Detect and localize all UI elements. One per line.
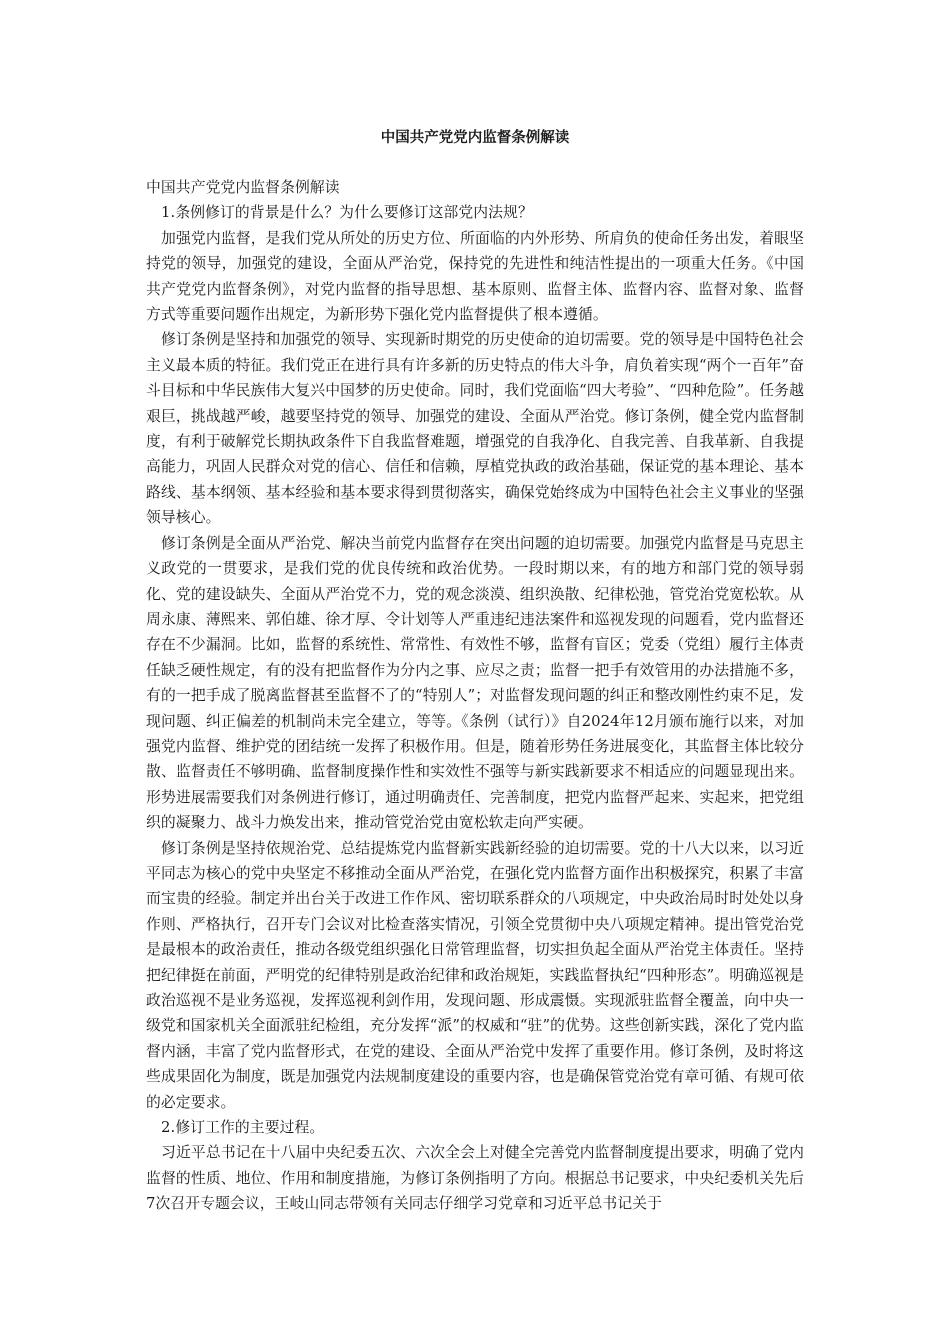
section-heading-1: 1.条例修订的背景是什么？为什么要修订这部党内法规？ [161,204,533,222]
paragraph: 修订条例是坚持依规治党、总结提炼党内监督新实践新经验的迫切需要。党的十八大以来，以习近平同志为核心的党中央坚定不移推动全面从严治党，在强化党内监督方面作出积极探究，积累了丰富而宝贵的经验。制定并出台关于改进工作作风、密切联系群众的八项规定，中央政治局时时处处以身作则、严格执行，召开专门会议对比检查落实情况，引领全党贯彻中央八项规定精神。提出管党治党是最根本的政治责任，推动各级党组织强化日常管理监督，切实担负起全面从严治党主体责任。坚持把纪律挺在前面，严明党的纪律特别是政治纪律和政治规矩，实践监督执纪“四种形态”。明确巡视是政治巡视不是业务巡视，发挥巡视利剑作用，发现问题、形成震慑。实现派驻监督全覆盖，向中央一级党和国家机关全面派驻纪检组，充分发挥“派”的权威和“驻”的优势。这些创新实践，深化了党内监督内涵，丰富了党内监督形式，在党的建设、全面从严治党中发挥了重要作用。修订条例，及时将这些成果固化为制度，既是加强党内法规制度建设的重要内容，也是确保管党治党有章可循、有规可依的必定要求。 [146,839,804,1111]
paragraph: 加强党内监督，是我们党从所处的历史方位、所面临的内外形势、所肩负的使命任务出发，着眼坚持党的领导，加强党的建设，全面从严治党，保持党的先进性和纯洁性提出的一项重大任务。《中国共产党党内监督条例》，对党内监督的指导思想、基本原则、监督主体、监督内容、监督对象、监督方式等重要问题作出规定，为新形势下强化党内监督提供了根本遵循。 [146,229,804,324]
section-heading-2: 2.修订工作的主要过程。 [161,1119,325,1137]
document-body [146,175,804,1217]
paragraph: 修订条例是坚持和加强党的领导、实现新时期党的历史使命的迫切需要。党的领导是中国特色社会主义最本质的特征。我们党正在进行具有许多新的历史特点的伟大斗争，肩负着实现“两个一百年”奋斗目标和中华民族伟大复兴中国梦的历史使命。同时，我们党面临“四大考验”、“四种危险”。任务越艰巨，挑战越严峻，越要坚持党的领导、加强党的建设、全面从严治党。修订条例，健全党内监督制度，有利于破解党长期执政条件下自我监督难题，增强党的自我净化、自我完善、自我革新、自我提高能力，巩固人民群众对党的信心、信任和信赖，厚植党执政的政治基础，保证党的基本理论、基本路线、基本纲领、基本经验和基本要求得到贯彻落实，确保党始终成为中国特色社会主义事业的坚强领导核心。 [146,331,804,527]
document-title: 中国共产党党内监督条例解读 [380,129,570,146]
paragraph: 修订条例是全面从严治党、解决当前党内监督存在突出问题的迫切需要。加强党内监督是马克思主义政党的一贯要求，是我们党的优良传统和政治优势。一段时期以来，有的地方和部门党的领导弱化、党的建设缺失、全面从严治党不力，党的观念淡漠、组织涣散、纪律松弛，管党治党宽松软。从周永康、薄熙来、郭伯雄、徐才厚、令计划等人严重违纪违法案件和巡视发现的问题看，党内监督还存在不少漏洞。比如，监督的系统性、常常性、有效性不够，监督有盲区；党委（党组）履行主体责任缺乏硬性规定，有的没有把监督作为分内之事、应尽之责；监督一把手有效管用的办法措施不多，有的一把手成了脱离监督甚至监督不了的“特别人”；对监督发现问题的纠正和整改刚性约束不足，发现问题、纠正偏差的机制尚未完全建立，等等。《条例（试行）》自2024年12月颁布施行以来，对加强党内监督、维护党的团结统一发挥了积极作用。但是，随着形势任务进展变化，其监督主体比较分散、监督责任不够明确、监督制度操作性和实效性不强等与新实践新要求不相适应的问题显现出来。形势进展需要我们对条例进行修订，通过明确责任、完善制度，把党内监督严起来、实起来，把党组织的凝聚力、战斗力焕发出来，推动管党治党由宽松软走向严实硬。 [146,534,804,832]
paragraph: 习近平总书记在十八届中央纪委五次、六次全会上对健全完善党内监督制度提出要求，明确了党内监督的性质、地位、作用和制度措施，为修订条例指明了方向。根据总书记要求，中央纪委机关先后7次召开专题会议，王岐山同志带领有关同志仔细学习党章和习近平总书记关于 [146,1144,804,1213]
body-heading: 中国共产党党内监督条例解读 [146,179,340,196]
